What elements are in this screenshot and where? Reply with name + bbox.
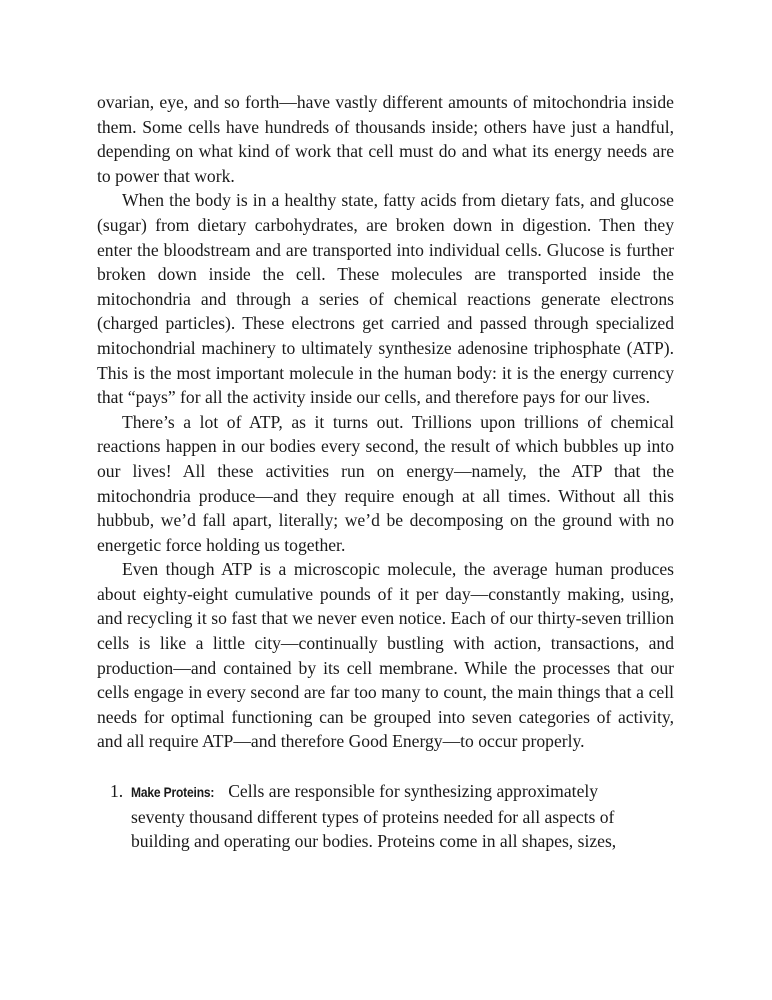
body-paragraph: ovarian, eye, and so forth—have vastly different amounts of mitochondria inside them. Some cells have hundreds of thousands inside; others have just a handful, depending on what kind of work that cell must do and what its energy needs are to power that work. xyxy=(97,92,674,186)
body-paragraph: There’s a lot of ATP, as it turns out. Trillions upon trillions of chemical reactions happen in our bodies every second, the result of which bubbles up into our lives! All these activities run on energy—namely, the ATP that the mitochondria produce—and they require enough at all times. Without all this hubbub, we’d fall apart, literally; we’d be decomposing on the ground with no energetic force holding us together. xyxy=(97,411,674,555)
page-body xyxy=(97,90,674,854)
body-paragraph: Even though ATP is a microscopic molecule, the average human produces about eighty-eight cumulative pounds of it per day—constantly making, using, and recycling it so fast that we never even notice. Each of our thirty-seven trillion cells is like a little city—continually bustling with action, transactions, and production—and contained by its cell membrane. While the processes that our cells engage in every second are far too many to count, the main things that a cell needs for optimal functioning can be grouped into seven categories of activity, and all require ATP—and therefore Good Energy—to occur properly. xyxy=(97,559,674,752)
body-paragraph: When the body is in a healthy state, fatty acids from dietary fats, and glucose (sugar) from dietary carbohydrates, are broken down in digestion. Then they enter the bloodstream and are transported into individual cells. Glucose is further broken down inside the cell. These molecules are transported inside the mitochondria and through a series of chemical reactions generate electrons (charged particles). These electrons get carried and passed through specialized mitochondrial machinery to ultimately synthesize adenosine triphosphate (ATP). This is the most important molecule in the human body: it is the energy currency that “pays” for all the activity inside our cells, and therefore pays for our lives. xyxy=(97,190,674,408)
list-item-term: Make Proteins: xyxy=(131,784,215,801)
list-item-number: 1. xyxy=(110,781,124,802)
list-item xyxy=(97,779,674,854)
numbered-list xyxy=(97,779,674,854)
list-item-text: Cells are responsible for synthesizing approximately seventy thousand different types of proteins needed for all aspects of building and operating our bodies. Proteins come in all shapes, sizes, xyxy=(131,781,617,852)
